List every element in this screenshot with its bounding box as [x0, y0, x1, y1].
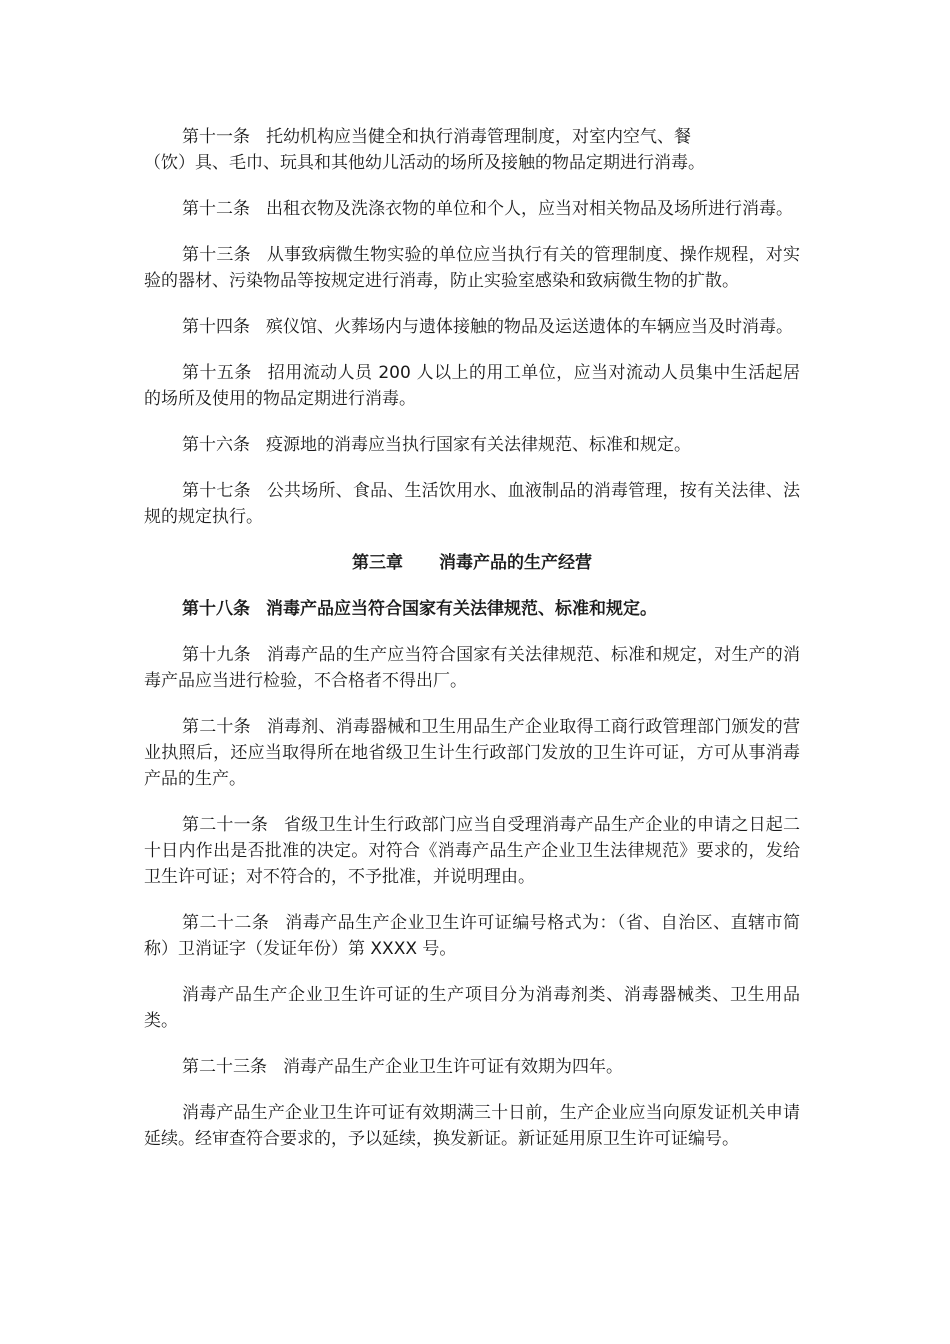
article-15 [144, 360, 800, 412]
article-text: 消毒产品应当符合国家有关法律规范、标准和规定。 [266, 599, 657, 619]
article-22-continuation [144, 982, 800, 1034]
article-text: 托幼机构应当健全和执行消毒管理制度，对室内空气、餐 [266, 127, 691, 147]
article-text: 消毒产品生产企业卫生许可证编号格式为：（省、自治区、直辖市简称）卫消证字（发证年份）第 XXXX 号。 [144, 913, 801, 959]
article-text: 消毒产品生产企业卫生许可证的生产项目分为消毒剂类、消毒器械类、卫生用品类。 [144, 985, 800, 1031]
chapter-title: 消毒产品的生产经营 [439, 553, 592, 573]
document-page [144, 124, 800, 1172]
article-17 [144, 478, 800, 530]
chapter-number: 第三章 [352, 553, 403, 573]
article-text: 消毒产品生产企业卫生许可证有效期为四年。 [283, 1057, 623, 1077]
article-text-continued: （饮）具、毛巾、玩具和其他幼儿活动的场所及接触的物品定期进行消毒。 [144, 153, 705, 173]
chapter-heading [144, 550, 800, 576]
article-11-first-line [144, 124, 800, 150]
article-18 [144, 596, 800, 622]
article-number: 第十七条 [182, 481, 251, 501]
article-number: 第十六条 [182, 435, 250, 455]
article-text: 从事致病微生物实验的单位应当执行有关的管理制度、操作规程，对实验的器材、污染物品等按规定进行消毒，防止实验室感染和致病微生物的扩散。 [144, 245, 801, 291]
article-number: 第十一条 [182, 127, 250, 147]
article-text: 省级卫生计生行政部门应当自受理消毒产品生产企业的申请之日起二十日内作出是否批准的决定。对符合《消毒产品生产企业卫生法律规范》要求的，发给卫生许可证；对不符合的，不予批准，并说明理由。 [144, 815, 801, 887]
article-number: 第十三条 [182, 245, 251, 265]
article-23 [144, 1054, 800, 1080]
article-19 [144, 642, 800, 694]
article-text: 殡仪馆、火葬场内与遗体接触的物品及运送遗体的车辆应当及时消毒。 [266, 317, 793, 337]
article-13 [144, 242, 800, 294]
article-number: 第二十二条 [182, 913, 270, 933]
article-number: 第二十条 [182, 717, 251, 737]
article-21 [144, 812, 800, 890]
article-number: 第十八条 [182, 599, 250, 619]
article-text: 招用流动人员 200 人以上的用工单位，应当对流动人员集中生活起居的场所及使用的物品定期进行消毒。 [144, 363, 800, 409]
article-text: 消毒产品的生产应当符合国家有关法律规范、标准和规定，对生产的消毒产品应当进行检验，不合格者不得出厂。 [144, 645, 801, 691]
article-text: 出租衣物及洗涤衣物的单位和个人，应当对相关物品及场所进行消毒。 [266, 199, 793, 219]
article-number: 第十五条 [182, 363, 252, 383]
article-22 [144, 910, 800, 962]
article-11 [144, 124, 800, 176]
article-16 [144, 432, 800, 458]
article-20 [144, 714, 800, 792]
article-number: 第二十一条 [182, 815, 269, 835]
article-text: 消毒剂、消毒器械和卫生用品生产企业取得工商行政管理部门颁发的营业执照后，还应当取得所在地省级卫生计生行政部门发放的卫生许可证，方可从事消毒产品的生产。 [144, 717, 801, 789]
article-23-continuation [144, 1100, 800, 1152]
article-number: 第十二条 [182, 199, 250, 219]
article-number: 第二十三条 [182, 1057, 267, 1077]
article-number: 第十四条 [182, 317, 250, 337]
article-text: 公共场所、食品、生活饮用水、血液制品的消毒管理，按有关法律、法规的规定执行。 [144, 481, 801, 527]
article-12 [144, 196, 800, 222]
article-text: 疫源地的消毒应当执行国家有关法律规范、标准和规定。 [266, 435, 691, 455]
article-14 [144, 314, 800, 340]
article-number: 第十九条 [182, 645, 251, 665]
article-text: 消毒产品生产企业卫生许可证有效期满三十日前，生产企业应当向原发证机关申请延续。经审查符合要求的，予以延续，换发新证。新证延用原卫生许可证编号。 [144, 1103, 800, 1149]
